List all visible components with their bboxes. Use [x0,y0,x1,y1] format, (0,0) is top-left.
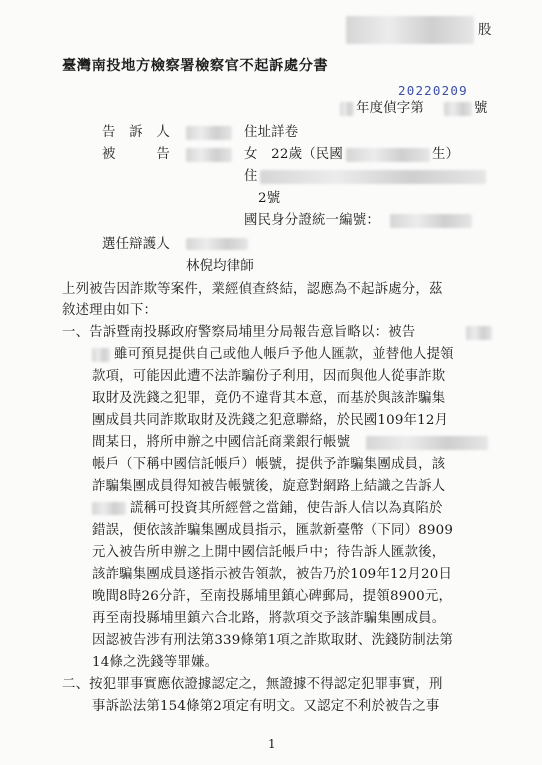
p1-line: 再至南投縣埔里鎮六合北路，將款項交予該詐騙集團成員。 [92,611,446,626]
redacted-complainant-name-inline [92,502,126,515]
counsel-name: 林倪均律師 [186,259,254,274]
redacted-id-number [390,214,472,228]
redacted-case-number [444,102,472,116]
address-line2: 2號 [258,191,281,206]
id-label: 國民身分證統一編號： [244,213,380,228]
p1-line: 錯誤，便依該詐騙集團成員指示，匯款新臺幣（下同）8909 [92,523,454,538]
p1-line: 晚間8時26分許，至南投縣埔里鎮心碑郵局，提領8900元， [92,589,453,604]
redacted-complainant-name [186,126,232,140]
redacted-defendant-birth [346,148,430,162]
p1-line: 取財及洗錢之犯罪，竟仍不違背其本意，而基於與該詐騙集 [92,391,446,406]
p1-line: 團成員共同詐欺取財及洗錢之犯意聯絡，於民國109年12月 [92,413,449,428]
p2-line: 事訴訟法第154條第2項定有明文。又認定不利於被告之事 [92,699,440,714]
redacted-header-id [346,16,474,44]
complainant-role: 告 訴 人 [102,125,170,140]
p1-line: 雖可預見提供自己或他人帳戶予他人匯款，並替他人提領 [114,347,454,362]
case-number-label: 年度偵字第 [356,101,424,116]
p1-line: 詐騙集團成員得知被告帳號後，旋意對網路上結識之告訴人 [92,479,446,494]
p1-line: 一、告訴暨南投縣政府警察局埔里分局報告意旨略以：被告 [62,325,416,340]
p1-line: 14條之洗錢等罪嫌。 [92,655,219,670]
redacted-defendant-name-inline [92,348,110,362]
redacted-case-year [340,102,354,116]
redacted-account-number [366,436,488,450]
intro-line-1: 上列被告因詐欺等案件，業經偵查終結，認應為不起訴處分，茲 [62,282,443,297]
p1-line: 款項，可能因此遭不法詐騙份子利用，因而與他人從事詐欺 [92,369,446,384]
p1-line: 帳戶（下稱中國信託帳戶）帳號，提供予詐騙集團成員，該 [92,457,446,472]
page-number: 1 [268,737,276,751]
division-suffix: 股 [478,23,492,38]
defendant-birth-suffix: 生） [432,147,460,162]
case-number-suffix: 號 [474,101,488,116]
document-title: 臺灣南投地方檢察署檢察官不起訴處分書 [62,58,329,74]
redacted-counsel-extra [186,238,248,250]
p1-line: 該詐騙集團成員遂指示被告領款，被告乃於109年12月20日 [92,567,453,582]
address-label: 住 [244,169,258,184]
redacted-defendant-name-inline [466,326,492,340]
counsel-role: 選任辯護人 [102,237,170,252]
defendant-gender-age: 女 22歲（民國 [244,147,343,162]
p1-line: 元入被告所申辦之上開中國信託帳戶中；待告訴人匯款後， [92,545,446,560]
p1-line: 因認被告涉有刑法第339條第1項之詐欺取財、洗錢防制法第 [92,633,454,648]
p1-line: 間某日，將所申辦之中國信託商業銀行帳號 [92,435,351,450]
intro-line-2: 敘述理由如下： [62,303,158,318]
p2-line: 二、按犯罪事實應依證據認定之，無證據不得認定犯罪事實，刑 [62,677,443,692]
document-number: 20220209 [398,83,468,98]
p1-line: 謊稱可投資其所經營之當鋪，使告訴人信以為真陷於 [130,501,443,516]
redacted-address [260,170,486,184]
complainant-address: 住址詳卷 [244,125,299,140]
redacted-defendant-name [186,148,232,162]
defendant-role: 被 告 [102,147,170,162]
